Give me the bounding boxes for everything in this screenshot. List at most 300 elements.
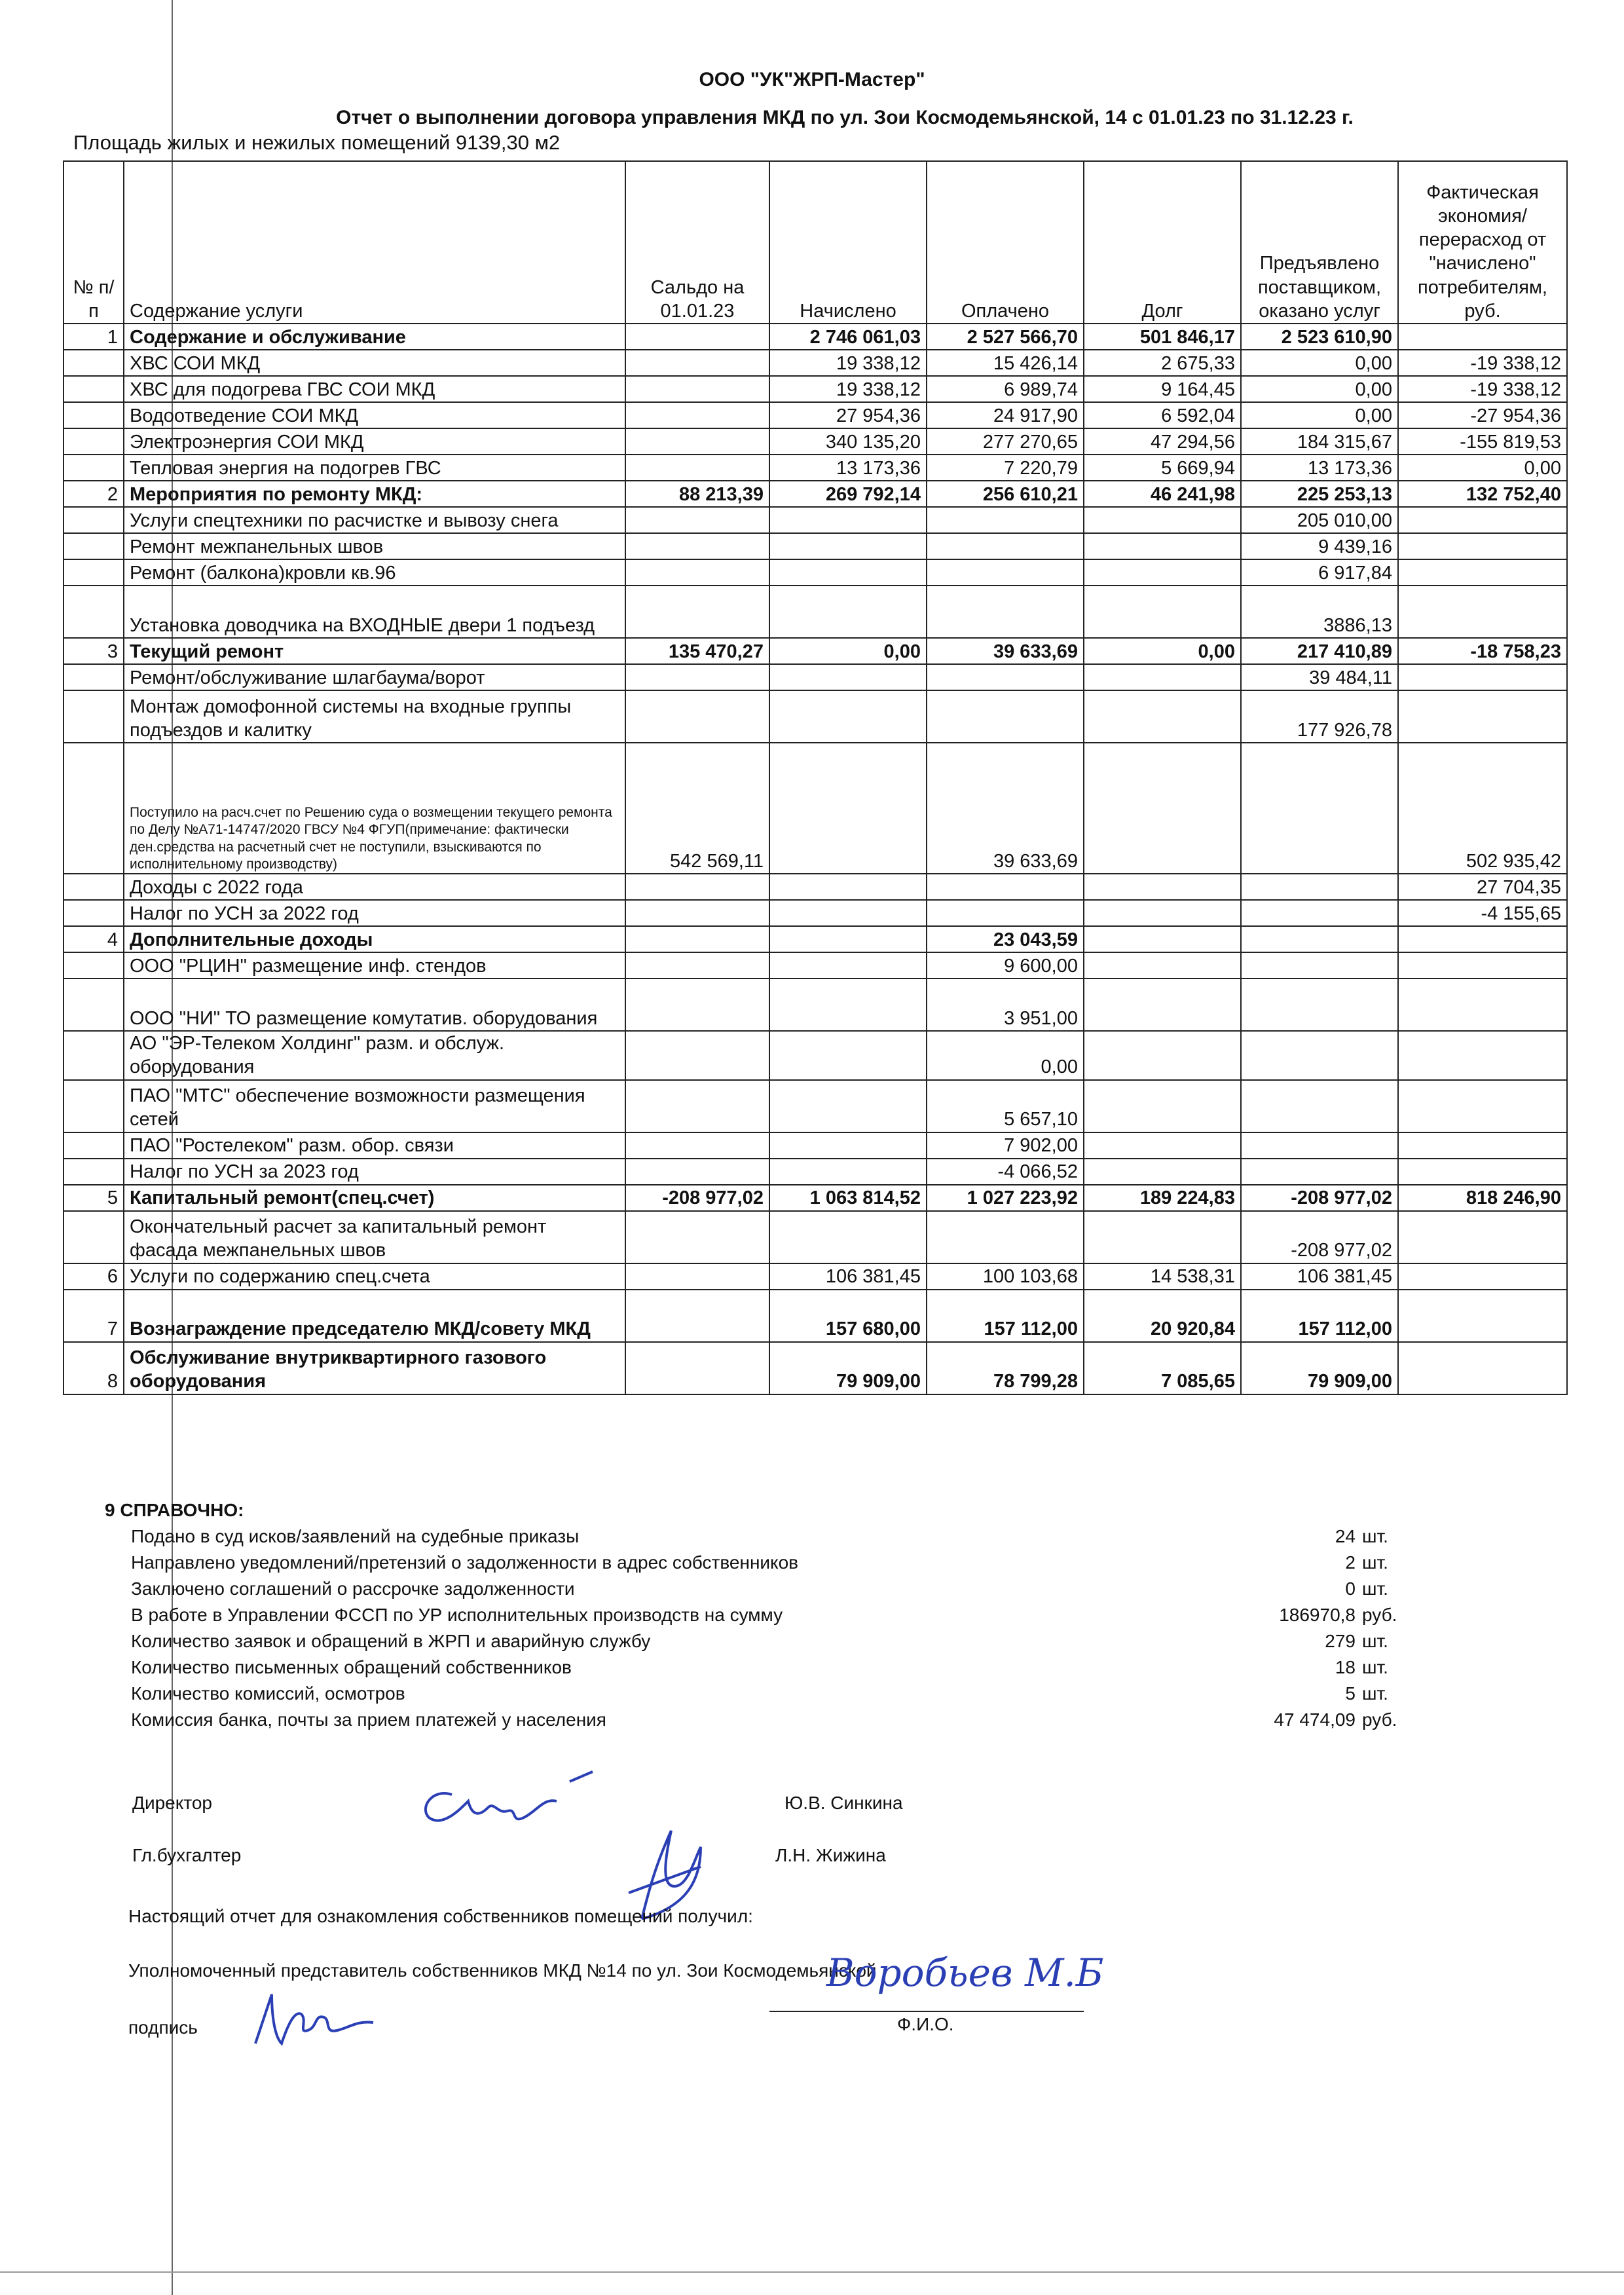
cell-num	[64, 455, 124, 481]
reference-item-unit: руб.	[1362, 1605, 1397, 1625]
cell-num	[64, 559, 124, 586]
cell-accrued	[769, 979, 927, 1031]
cell-presented: 79 909,00	[1241, 1342, 1398, 1394]
cell-name: Налог по УСН за 2023 год	[124, 1159, 625, 1185]
cell-debt	[1084, 1132, 1241, 1159]
cell-num	[64, 533, 124, 559]
cell-saving: 0,00	[1398, 455, 1567, 481]
reference-item	[105, 1552, 1441, 1578]
cell-debt: 6 592,04	[1084, 402, 1241, 428]
cell-accrued	[769, 559, 927, 586]
cell-accrued	[769, 1031, 927, 1080]
cell-paid: 6 989,74	[927, 376, 1084, 402]
cell-saving	[1398, 1342, 1567, 1394]
cell-presented: 3886,13	[1241, 586, 1398, 638]
cell-paid: 9 600,00	[927, 952, 1084, 979]
cell-saving	[1398, 1031, 1567, 1080]
cell-accrued	[769, 664, 927, 690]
cell-presented	[1241, 1031, 1398, 1080]
table-row	[64, 455, 1567, 481]
cell-saldo	[625, 1031, 769, 1080]
cell-saving	[1398, 507, 1567, 533]
cell-presented: -208 977,02	[1241, 1185, 1398, 1211]
cell-saldo	[625, 979, 769, 1031]
cell-accrued	[769, 507, 927, 533]
director-signature	[406, 1762, 602, 1834]
director-name: Ю.В. Синкина	[784, 1793, 903, 1813]
cell-paid: -4 066,52	[927, 1159, 1084, 1185]
table-row	[64, 1159, 1567, 1185]
signature-label: подпись	[128, 2017, 198, 2038]
cell-debt: 7 085,65	[1084, 1342, 1241, 1394]
reference-item-label: Количество заявок и обращений в ЖРП и аварийную службу	[131, 1631, 651, 1651]
col-header-presented: Предъявлено поставщиком, оказано услуг	[1241, 161, 1398, 324]
cell-saldo: -208 977,02	[625, 1185, 769, 1211]
cell-presented	[1241, 900, 1398, 926]
cell-name: Мероприятия по ремонту МКД:	[124, 481, 625, 507]
cell-accrued: 0,00	[769, 638, 927, 664]
table-header-row	[64, 161, 1567, 324]
cell-saldo	[625, 690, 769, 743]
cell-paid: 78 799,28	[927, 1342, 1084, 1394]
table-row	[64, 952, 1567, 979]
table-row	[64, 926, 1567, 952]
cell-presented: 184 315,67	[1241, 428, 1398, 455]
cell-accrued	[769, 900, 927, 926]
cell-presented: 0,00	[1241, 350, 1398, 376]
cell-saldo	[625, 1080, 769, 1132]
cell-presented: 106 381,45	[1241, 1263, 1398, 1290]
cell-saving	[1398, 1263, 1567, 1290]
cell-name: Обслуживание внутриквартирного газового оборудования	[124, 1342, 625, 1394]
col-header-saldo: Сальдо на 01.01.23	[625, 161, 769, 324]
table-row	[64, 1080, 1567, 1132]
cell-paid: 39 633,69	[927, 743, 1084, 874]
table-row	[64, 376, 1567, 402]
cell-accrued	[769, 952, 927, 979]
cell-paid: 2 527 566,70	[927, 324, 1084, 350]
cell-name: Услуги спецтехники по расчистке и вывозу снега	[124, 507, 625, 533]
table-row	[64, 507, 1567, 533]
reference-item-unit: шт.	[1362, 1631, 1388, 1651]
reference-item	[105, 1657, 1441, 1683]
cell-paid: 1 027 223,92	[927, 1185, 1084, 1211]
cell-debt	[1084, 507, 1241, 533]
cell-saldo: 542 569,11	[625, 743, 769, 874]
area-caption: Площадь жилых и нежилых помещений 9139,30 м2	[73, 131, 561, 154]
cell-name: ХВС СОИ МКД	[124, 350, 625, 376]
cell-presented: 0,00	[1241, 376, 1398, 402]
cell-saldo	[625, 1159, 769, 1185]
reference-item-unit: шт.	[1362, 1683, 1388, 1704]
table-row	[64, 324, 1567, 350]
reference-item-unit: шт.	[1362, 1657, 1388, 1677]
cell-name: ПАО "Ростелеком" разм. обор. связи	[124, 1132, 625, 1159]
cell-num: 5	[64, 1185, 124, 1211]
reference-item-label: Направлено уведомлений/претензий о задолженности в адрес собственников	[131, 1552, 799, 1573]
reference-item-value: 186970,8	[1279, 1605, 1356, 1625]
cell-presented: 6 917,84	[1241, 559, 1398, 586]
cell-saldo	[625, 507, 769, 533]
cell-num	[64, 1031, 124, 1080]
cell-paid	[927, 1211, 1084, 1263]
cell-saldo	[625, 559, 769, 586]
table-row	[64, 586, 1567, 638]
cell-saldo	[625, 428, 769, 455]
reference-item	[105, 1631, 1441, 1657]
cell-saving	[1398, 533, 1567, 559]
cell-saving	[1398, 1211, 1567, 1263]
cell-accrued	[769, 586, 927, 638]
reference-item	[105, 1709, 1441, 1736]
cell-saving	[1398, 586, 1567, 638]
cell-debt	[1084, 926, 1241, 952]
cell-paid: 5 657,10	[927, 1080, 1084, 1132]
cell-paid: 15 426,14	[927, 350, 1084, 376]
table-row	[64, 559, 1567, 586]
cell-num	[64, 952, 124, 979]
table-row	[64, 638, 1567, 664]
cell-saving: -19 338,12	[1398, 350, 1567, 376]
cell-debt: 9 164,45	[1084, 376, 1241, 402]
cell-name: Содержание и обслуживание	[124, 324, 625, 350]
cell-debt	[1084, 664, 1241, 690]
cell-saving	[1398, 1132, 1567, 1159]
cell-debt	[1084, 979, 1241, 1031]
cell-saldo: 135 470,27	[625, 638, 769, 664]
cell-saldo	[625, 586, 769, 638]
cell-num	[64, 900, 124, 926]
cell-paid	[927, 664, 1084, 690]
reference-item-value: 18	[1335, 1657, 1356, 1677]
cell-saldo	[625, 1290, 769, 1342]
cell-saldo	[625, 1342, 769, 1394]
cell-name: Дополнительные доходы	[124, 926, 625, 952]
cell-presented: 2 523 610,90	[1241, 324, 1398, 350]
reference-item-value: 2	[1345, 1552, 1356, 1573]
accountant-label: Гл.бухгалтер	[132, 1845, 242, 1865]
cell-name: ХВС для подогрева ГВС СОИ МКД	[124, 376, 625, 402]
cell-num: 2	[64, 481, 124, 507]
fio-label: Ф.И.О.	[897, 2014, 954, 2034]
cell-paid	[927, 559, 1084, 586]
report-table	[63, 160, 1568, 1395]
reference-section	[105, 1500, 1441, 1736]
cell-presented	[1241, 1080, 1398, 1132]
cell-num	[64, 402, 124, 428]
cell-name: Ремонт (балкона)кровли кв.96	[124, 559, 625, 586]
cell-accrued	[769, 690, 927, 743]
cell-accrued	[769, 874, 927, 900]
cell-presented	[1241, 1132, 1398, 1159]
cell-num: 1	[64, 324, 124, 350]
table-row	[64, 874, 1567, 900]
table-row	[64, 1132, 1567, 1159]
cell-presented	[1241, 979, 1398, 1031]
table-row	[64, 1185, 1567, 1211]
cell-num	[64, 1132, 124, 1159]
cell-debt: 47 294,56	[1084, 428, 1241, 455]
cell-name: Установка доводчика на ВХОДНЫЕ двери 1 подъезд	[124, 586, 625, 638]
cell-num: 8	[64, 1342, 124, 1394]
cell-debt: 14 538,31	[1084, 1263, 1241, 1290]
cell-paid	[927, 690, 1084, 743]
table-row	[64, 350, 1567, 376]
cell-saldo	[625, 402, 769, 428]
cell-saving	[1398, 664, 1567, 690]
cell-num	[64, 1211, 124, 1263]
cell-name: Ремонт межпанельных швов	[124, 533, 625, 559]
cell-saldo: 88 213,39	[625, 481, 769, 507]
cell-saldo	[625, 1263, 769, 1290]
reference-item-label: Заключено соглашений о рассрочке задолженности	[131, 1578, 575, 1599]
table-row	[64, 533, 1567, 559]
cell-accrued	[769, 1159, 927, 1185]
cell-presented: -208 977,02	[1241, 1211, 1398, 1263]
reference-item	[105, 1578, 1441, 1605]
table-row	[64, 1263, 1567, 1290]
cell-paid	[927, 874, 1084, 900]
table-row	[64, 1342, 1567, 1394]
cell-num	[64, 874, 124, 900]
reference-item-unit: руб.	[1362, 1709, 1397, 1730]
cell-accrued	[769, 533, 927, 559]
cell-presented: 0,00	[1241, 402, 1398, 428]
cell-num	[64, 507, 124, 533]
reference-item-label: Количество письменных обращений собственников	[131, 1657, 572, 1677]
cell-accrued	[769, 1211, 927, 1263]
cell-saving: -19 338,12	[1398, 376, 1567, 402]
cell-saldo	[625, 664, 769, 690]
cell-num: 3	[64, 638, 124, 664]
cell-name: Вознаграждение председателю МКД/совету МКД	[124, 1290, 625, 1342]
cell-paid: 277 270,65	[927, 428, 1084, 455]
cell-num: 6	[64, 1263, 124, 1290]
reference-item-label: Подано в суд исков/заявлений на судебные приказы	[131, 1526, 580, 1546]
table-row	[64, 1290, 1567, 1342]
cell-num	[64, 690, 124, 743]
cell-debt	[1084, 586, 1241, 638]
cell-saving	[1398, 952, 1567, 979]
handwritten-fio: Воробьев М.Б	[826, 1950, 1104, 1995]
cell-saving: 818 246,90	[1398, 1185, 1567, 1211]
cell-debt	[1084, 533, 1241, 559]
table-row	[64, 428, 1567, 455]
cell-name: Ремонт/обслуживание шлагбаума/ворот	[124, 664, 625, 690]
cell-debt: 20 920,84	[1084, 1290, 1241, 1342]
cell-paid: 256 610,21	[927, 481, 1084, 507]
cell-accrued: 157 680,00	[769, 1290, 927, 1342]
cell-num	[64, 350, 124, 376]
cell-saldo	[625, 324, 769, 350]
cell-presented	[1241, 874, 1398, 900]
cell-debt: 501 846,17	[1084, 324, 1241, 350]
cell-presented	[1241, 952, 1398, 979]
cell-accrued: 19 338,12	[769, 350, 927, 376]
cell-name: Водоотведение СОИ МКД	[124, 402, 625, 428]
table-row	[64, 1031, 1567, 1080]
report-title: Отчет о выполнении договора управления МКД по ул. Зои Космодемьянской, 14 с 01.01.23 по 31.12.23 г.	[336, 107, 1354, 128]
representative-text: Уполномоченный представитель собственников МКД №14 по ул. Зои Космодемьянской	[128, 1960, 877, 1981]
cell-name: ПАО "МТС" обеспечение возможности размещения сетей	[124, 1080, 625, 1132]
cell-paid: 0,00	[927, 1031, 1084, 1080]
reference-item-value: 24	[1335, 1526, 1356, 1546]
cell-paid: 100 103,68	[927, 1263, 1084, 1290]
cell-saving: 132 752,40	[1398, 481, 1567, 507]
cell-name: Поступило на расч.счет по Решению суда о возмещении текущего ремонта по Делу №А71-14747/2020 ГВСУ №4 ФГУП(примечание: фактически ден.средства на расчетный счет не поступили, взыскиваются по исполнительному производству)	[124, 743, 625, 874]
reference-item-unit: шт.	[1362, 1578, 1388, 1599]
cell-accrued: 13 173,36	[769, 455, 927, 481]
cell-accrued: 340 135,20	[769, 428, 927, 455]
cell-name: ООО "РЦИН" размещение инф. стендов	[124, 952, 625, 979]
representative-signature	[242, 1985, 386, 2057]
table-row	[64, 690, 1567, 743]
company-name: ООО "УК"ЖРП-Мастер"	[699, 69, 925, 90]
cell-accrued	[769, 926, 927, 952]
cell-saving	[1398, 1290, 1567, 1342]
cell-saldo	[625, 952, 769, 979]
cell-presented: 205 010,00	[1241, 507, 1398, 533]
cell-saldo	[625, 900, 769, 926]
reference-item-label: Комиссия банка, почты за прием платежей у населения	[131, 1709, 606, 1730]
cell-saving: -155 819,53	[1398, 428, 1567, 455]
cell-accrued: 19 338,12	[769, 376, 927, 402]
reference-item	[105, 1526, 1441, 1552]
cell-accrued: 27 954,36	[769, 402, 927, 428]
cell-debt: 5 669,94	[1084, 455, 1241, 481]
cell-saving	[1398, 690, 1567, 743]
cell-num	[64, 586, 124, 638]
cell-debt: 46 241,98	[1084, 481, 1241, 507]
cell-presented: 157 112,00	[1241, 1290, 1398, 1342]
cell-debt	[1084, 900, 1241, 926]
col-header-paid: Оплачено	[927, 161, 1084, 324]
cell-debt	[1084, 743, 1241, 874]
cell-name: Доходы с 2022 года	[124, 874, 625, 900]
cell-accrued	[769, 1132, 927, 1159]
cell-debt: 2 675,33	[1084, 350, 1241, 376]
cell-saving	[1398, 926, 1567, 952]
reference-item-value: 5	[1345, 1683, 1356, 1704]
reference-item-unit: шт.	[1362, 1526, 1388, 1546]
cell-accrued: 1 063 814,52	[769, 1185, 927, 1211]
cell-accrued	[769, 1080, 927, 1132]
reference-title: 9 СПРАВОЧНО:	[105, 1500, 244, 1520]
cell-paid	[927, 533, 1084, 559]
cell-saldo	[625, 455, 769, 481]
cell-num: 4	[64, 926, 124, 952]
cell-presented	[1241, 743, 1398, 874]
table-row	[64, 664, 1567, 690]
cell-paid	[927, 586, 1084, 638]
cell-saving	[1398, 324, 1567, 350]
cell-name: Услуги по содержанию спец.счета	[124, 1263, 625, 1290]
cell-accrued	[769, 743, 927, 874]
cell-paid: 3 951,00	[927, 979, 1084, 1031]
cell-saving: -27 954,36	[1398, 402, 1567, 428]
cell-num	[64, 1080, 124, 1132]
col-header-num: № п/п	[64, 161, 124, 324]
reference-item-label: В работе в Управлении ФССП по УР исполнительных производств на сумму	[131, 1605, 783, 1625]
cell-saving	[1398, 1080, 1567, 1132]
cell-paid	[927, 900, 1084, 926]
cell-num: 7	[64, 1290, 124, 1342]
cell-debt	[1084, 1031, 1241, 1080]
received-text: Настоящий отчет для ознакомления собственников помещений получил:	[128, 1906, 753, 1926]
cell-saldo	[625, 926, 769, 952]
accountant-name: Л.Н. Жижина	[775, 1845, 886, 1865]
cell-saving	[1398, 979, 1567, 1031]
cell-accrued: 269 792,14	[769, 481, 927, 507]
col-header-accrued: Начислено	[769, 161, 927, 324]
cell-paid: 24 917,90	[927, 402, 1084, 428]
cell-saving: 27 704,35	[1398, 874, 1567, 900]
reference-item-label: Количество комиссий, осмотров	[131, 1683, 405, 1704]
cell-saving	[1398, 1159, 1567, 1185]
table-row	[64, 979, 1567, 1031]
cell-debt	[1084, 559, 1241, 586]
cell-debt	[1084, 1211, 1241, 1263]
reference-item-value: 47 474,09	[1274, 1709, 1356, 1730]
cell-presented: 217 410,89	[1241, 638, 1398, 664]
cell-saving	[1398, 559, 1567, 586]
cell-paid	[927, 507, 1084, 533]
reference-item-value: 0	[1345, 1578, 1356, 1599]
cell-debt	[1084, 1080, 1241, 1132]
cell-num	[64, 743, 124, 874]
cell-paid: 7 902,00	[927, 1132, 1084, 1159]
cell-saving: 502 935,42	[1398, 743, 1567, 874]
reference-item	[105, 1683, 1441, 1709]
cell-debt	[1084, 952, 1241, 979]
cell-name: Монтаж домофонной системы на входные группы подъездов и калитку	[124, 690, 625, 743]
cell-accrued: 106 381,45	[769, 1263, 927, 1290]
table-row	[64, 743, 1567, 874]
cell-name: АО "ЭР-Телеком Холдинг" разм. и обслуж. оборудования	[124, 1031, 625, 1080]
cell-num	[64, 376, 124, 402]
cell-paid: 7 220,79	[927, 455, 1084, 481]
cell-saldo	[625, 533, 769, 559]
cell-saving: -18 758,23	[1398, 638, 1567, 664]
col-header-debt: Долг	[1084, 161, 1241, 324]
cell-accrued: 2 746 061,03	[769, 324, 927, 350]
cell-debt	[1084, 1159, 1241, 1185]
table-row	[64, 402, 1567, 428]
cell-name: Окончательный расчет за капитальный ремонт фасада межпанельных швов	[124, 1211, 625, 1263]
cell-paid: 23 043,59	[927, 926, 1084, 952]
cell-saldo	[625, 874, 769, 900]
cell-paid: 157 112,00	[927, 1290, 1084, 1342]
cell-presented	[1241, 1159, 1398, 1185]
cell-debt	[1084, 690, 1241, 743]
table-row	[64, 1211, 1567, 1263]
cell-presented: 225 253,13	[1241, 481, 1398, 507]
scan-bottom-edge	[0, 2271, 1624, 2273]
cell-num	[64, 664, 124, 690]
cell-name: ООО "НИ" ТО размещение комутатив. оборудования	[124, 979, 625, 1031]
col-header-service: Содержание услуги	[124, 161, 625, 324]
cell-debt: 0,00	[1084, 638, 1241, 664]
cell-presented	[1241, 926, 1398, 952]
table-row	[64, 900, 1567, 926]
cell-num	[64, 979, 124, 1031]
cell-saldo	[625, 376, 769, 402]
cell-presented: 9 439,16	[1241, 533, 1398, 559]
cell-name: Текущий ремонт	[124, 638, 625, 664]
cell-debt	[1084, 874, 1241, 900]
cell-num	[64, 428, 124, 455]
cell-saldo	[625, 1132, 769, 1159]
